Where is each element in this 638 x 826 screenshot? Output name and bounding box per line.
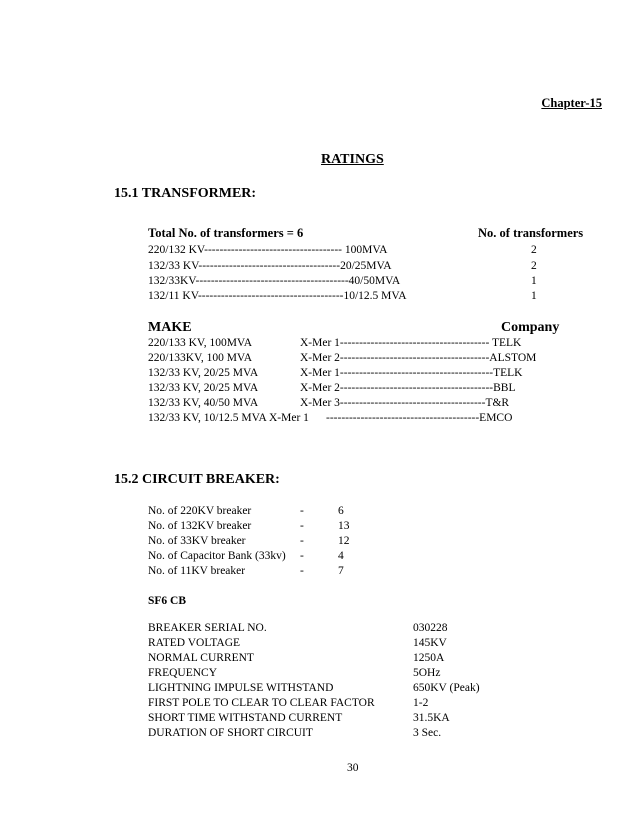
rating-count: 2: [531, 244, 537, 256]
rating-row: [148, 244, 387, 256]
make-unit: X-Mer 2----------------------------------------BBL: [300, 382, 516, 394]
breaker-count-label: No. of 132KV breaker: [148, 520, 252, 532]
breaker-count-dash: -: [300, 520, 304, 532]
chapter-label: Chapter-15: [541, 96, 602, 110]
spec-value: 650KV (Peak): [413, 682, 480, 694]
page-number: 30: [347, 762, 359, 774]
rating-count: 1: [531, 275, 537, 287]
total-transformers-label: Total No. of transformers = 6: [148, 226, 304, 240]
breaker-count-label: No. of 220KV breaker: [148, 505, 252, 517]
spec-label: DURATION OF SHORT CIRCUIT: [148, 727, 313, 739]
make-rating: 132/33 KV, 10/12.5 MVA X-Mer 1: [148, 412, 309, 424]
breaker-count-dash: -: [300, 550, 304, 562]
spec-label: FREQUENCY: [148, 667, 218, 679]
spec-value: 3 Sec.: [413, 727, 442, 739]
spec-value: 1250A: [413, 652, 445, 664]
make-unit: ----------------------------------------EMCO: [326, 412, 513, 424]
breaker-count-value: 6: [338, 505, 344, 517]
make-rating: 220/133KV, 100 MVA: [148, 352, 253, 364]
spec-value: 030228: [413, 622, 448, 634]
breaker-count-dash: -: [300, 565, 304, 577]
page-title: RATINGS: [321, 152, 384, 167]
make-rating: 132/33 KV, 40/50 MVA: [148, 397, 259, 409]
circuit-breaker-heading: 15.2 CIRCUIT BREAKER:: [114, 472, 280, 487]
transformer-count-header: No. of transformers: [478, 226, 584, 240]
spec-value: 145KV: [413, 637, 447, 649]
make-unit: X-Mer 3--------------------------------------T&R: [300, 397, 510, 409]
rating-desc: 132/11 KV--------------------------------------10/12.5 MVA: [148, 290, 407, 302]
spec-label: NORMAL CURRENT: [148, 652, 254, 664]
spec-value: 5OHz: [413, 667, 441, 679]
make-unit: X-Mer 2---------------------------------------ALSTOM: [300, 352, 537, 364]
make-rating: 132/33 KV, 20/25 MVA: [148, 382, 259, 394]
spec-label: RATED VOLTAGE: [148, 637, 241, 649]
breaker-count-label: No. of 33KV breaker: [148, 535, 246, 547]
rating-desc: 132/33 KV-------------------------------------20/25MVA: [148, 260, 392, 272]
breaker-count-dash: -: [300, 505, 304, 517]
breaker-count-value: 12: [338, 535, 350, 547]
rating-row: [148, 290, 407, 302]
rating-count: 1: [531, 290, 537, 302]
breaker-count-value: 4: [338, 550, 344, 562]
spec-value: 1-2: [413, 697, 429, 709]
breaker-count-value: 13: [338, 520, 350, 532]
make-unit: X-Mer 1--------------------------------------- TELK: [300, 337, 522, 349]
rating-count: 2: [531, 260, 537, 272]
make-header: MAKE: [148, 320, 192, 335]
spec-label: FIRST POLE TO CLEAR TO CLEAR FACTOR: [148, 697, 375, 709]
spec-label: SHORT TIME WITHSTAND CURRENT: [148, 712, 343, 724]
spec-value: 31.5KA: [413, 712, 450, 724]
make-rating: 220/133 KV, 100MVA: [148, 337, 253, 349]
breaker-count-label: No. of 11KV breaker: [148, 565, 246, 577]
rating-desc: 132/33KV----------------------------------------40/50MVA: [148, 275, 401, 287]
spec-label: LIGHTNING IMPULSE WITHSTAND: [148, 682, 334, 694]
make-unit: X-Mer 1----------------------------------------TELK: [300, 367, 523, 379]
breaker-count-dash: -: [300, 535, 304, 547]
rating-desc: 220/132 KV------------------------------------ 100MVA: [148, 244, 388, 256]
sf6-cb-label: SF6 CB: [148, 595, 187, 607]
company-header: Company: [501, 320, 560, 335]
breaker-count-value: 7: [338, 565, 344, 577]
rating-row: [148, 275, 400, 287]
rating-row: [148, 260, 392, 272]
spec-label: BREAKER SERIAL NO.: [148, 622, 267, 634]
breaker-count-label: No. of Capacitor Bank (33kv): [148, 550, 286, 562]
transformer-heading: 15.1 TRANSFORMER:: [114, 186, 257, 201]
make-rating: 132/33 KV, 20/25 MVA: [148, 367, 259, 379]
